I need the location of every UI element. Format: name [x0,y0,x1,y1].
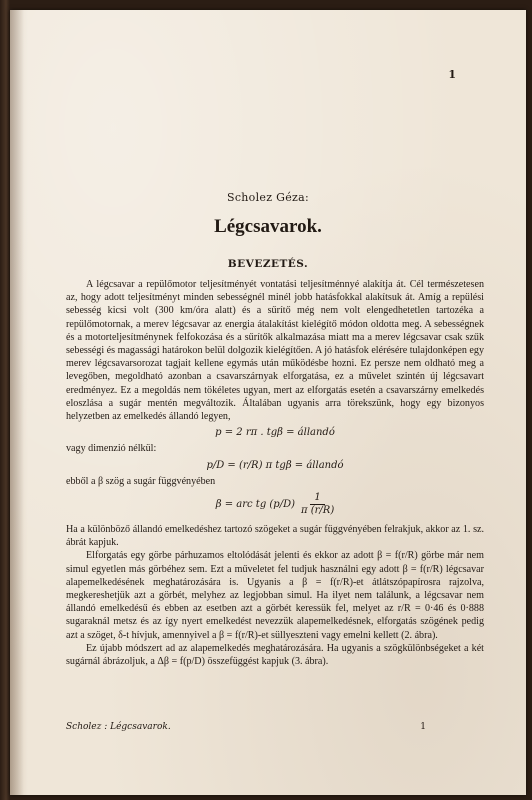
formula-beta-fraction [301,492,334,517]
document-title: Légcsavarok. [214,216,322,237]
page-number-top: 1 [448,68,456,81]
paragraph-rotation: Elforgatás egy görbe párhuzamos eltolódását jelenti és ekkor az adott β = f(r/R) görbe már nem simul egyetlen más görbéhez sem. Ezt a műveletet fel tudjuk használni egy adott β = f(r/R) légcsavar alapemelkedésének meghatározására is. Ugyanis a β = f(r/R)-et átlátszópapírosra rajzolva, megkereshetjük azt a görbét, melyhez az legjobban simul. Ha ilyet nem találunk, a légcsavar nem állandó emelkedésű és ebben az esetben azt a görbét keressük fel, melyet az r/R = 0·46 és 0·888 sugaraknál metsz és az így nyert emelkedést nevezzük alapemelkedésnek, elforgatás szögének pedig azt a szöget, δ-t hívjuk, amennyivel a β = f(r/R)-et süllyeszteni vagy emelni kellett (2. ábra). [66,550,484,641]
paragraph-dimensionless: vagy dimenzió nélkül: [66,443,157,455]
document-page [10,10,526,795]
footer-running-title: Scholez : Légcsavarok. [66,722,171,732]
formula-beta [66,492,484,517]
formula-beta-left: β = arc tg (p/D) [215,498,295,510]
formula-pitch: p = 2 rπ . tgβ = állandó [215,427,335,439]
formula-dimensionless: p/D = (r/R) π tgβ = állandó [206,459,344,471]
footer-page-number: 1 [420,722,426,732]
paragraph-figure1: Ha a különböző állandó emelkedéshez tartozó szögeket a sugár függvényében felrakjuk, akkor az 1. sz. ábrát kapjuk. [66,524,484,549]
formula-beta-numerator: 1 [310,492,324,505]
section-heading: BEVEZETÉS. [227,258,309,270]
body-text [66,278,484,668]
paragraph-beta: ebből a β szög a sugár függvényében [66,475,216,487]
paragraph-method: Ez újabb módszert ad az alapemelkedés meghatározására. Ha ugyanis a szögkülönbségeket a két sugárnál ábrázoljuk, a Δβ = f(p/D) összefüggést kapjuk (3. ábra). [66,642,484,668]
paragraph-intro: A légcsavar a repülőmotor teljesítményét vontatási teljesítménnyé alakítja át. Cél természetesen az, hogy adott teljesítményt minden sebességnél minél jobb hatásfokkal alakítsuk át. Amíg a repülési sebesség kicsi volt (300 km/óra alatt) és a sűrítő még nem volt elengedhetetlen tartozéka a repülőmotornak, a merev légcsavar az energia átalakítást kielégítő módon oldotta meg. A sebességnek és a motorteljesítménynek felfokozása és a sűrítők alkalmazása miatt ma a merev légcsavar csak szűk sebességi és magassági határokon belül dolgozik kielégítően. A jó hatásfok elérésére tulajdonképen egy merev légcsavarsorozat tagjait kellene egymás után működésbe hozni. Ez persze nem oldható meg a levegőben, megoldható azonban a csavarszárnyak elforgatása, ez a művelet szintén új légcsavart eredményez. Ez a megoldás nem tökéletes ugyan, mert az elforgatás esetén a csavarszárny emelkedés eloszlása a sugár mentén megváltozik. Általában ugyanis arra törekszünk, hogy egy bizonyos helyzetben az emelkedés állandó legyen, [66,279,484,423]
formula-beta-denominator: π (r/R) [301,505,335,517]
author-line: Scholez Géza: [227,191,309,204]
page-fold-shadow [10,10,24,795]
